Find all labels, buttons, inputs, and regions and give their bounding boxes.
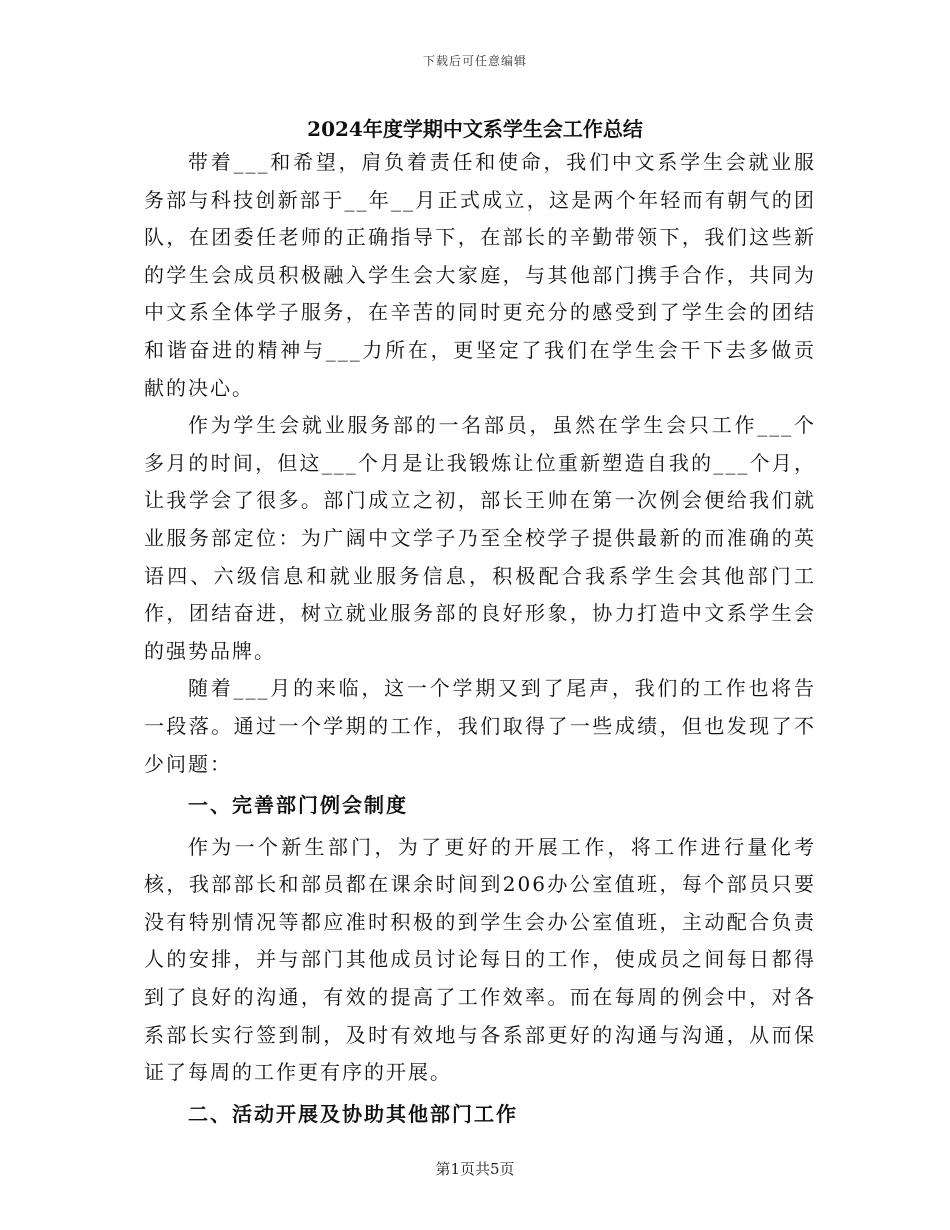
- header-note: 下载后可任意编辑: [422, 54, 527, 68]
- document-body: [144, 144, 816, 1137]
- document-title: 2024年度学期中文系学生会工作总结: [307, 117, 643, 141]
- section-heading: 二、活动开展及协助其他部门工作: [188, 1101, 518, 1126]
- section-heading: 一、完善部门例会制度: [188, 793, 408, 818]
- body-paragraph: 作为一个新生部门，为了更好的开展工作，将工作进行量化考核，我部部长和部员都在课余时间到206办公室值班，每个部员只要没有特别情况等都应准时积极的到学生会办公室值班，主动配合负责人的安排，并与部门其他成员讨论每日的工作，使成员之间每日都得到了良好的沟通，有效的提高了工作效率。而在每周的例会中，对各系部长实行签到制，及时有效地与各系部更好的沟通与沟通，从而保证了每周的工作更有序的开展。: [144, 834, 816, 1085]
- body-paragraph: 带着___和希望，肩负着责任和使命，我们中文系学生会就业服务部与科技创新部于__年__月正式成立，这是两个年轻而有朝气的团队，在团委任老师的正确指导下，在部长的辛勤带领下，我们这些新的学生会成员积极融入学生会大家庭，与其他部门携手合作，共同为中文系全体学子服务，在辛苦的同时更充分的感受到了学生会的团结和谐奋进的精神与___力所在，更坚定了我们在学生会干下去多做贡献的决心。: [144, 150, 816, 400]
- body-paragraph: 随着___月的来临，这一个学期又到了尾声，我们的工作也将告一段落。通过一个学期的工作，我们取得了一些成绩，但也发现了不少问题：: [144, 676, 816, 776]
- body-paragraph: 作为学生会就业服务部的一名部员，虽然在学生会只工作___个多月的时间，但这___个月是让我锻炼让位重新塑造自我的___个月，让我学会了很多。部门成立之初，部长王帅在第一次例会便给我们就业服务部定位：为广阔中文学子乃至全校学子提供最新的而准确的英语四、六级信息和就业服务信息，积极配合我系学生会其他部门工作，团结奋进，树立就业服务部的良好形象，协力打造中文系学生会的强势品牌。: [144, 413, 816, 663]
- page-footer: 第1页共5页: [435, 1160, 515, 1178]
